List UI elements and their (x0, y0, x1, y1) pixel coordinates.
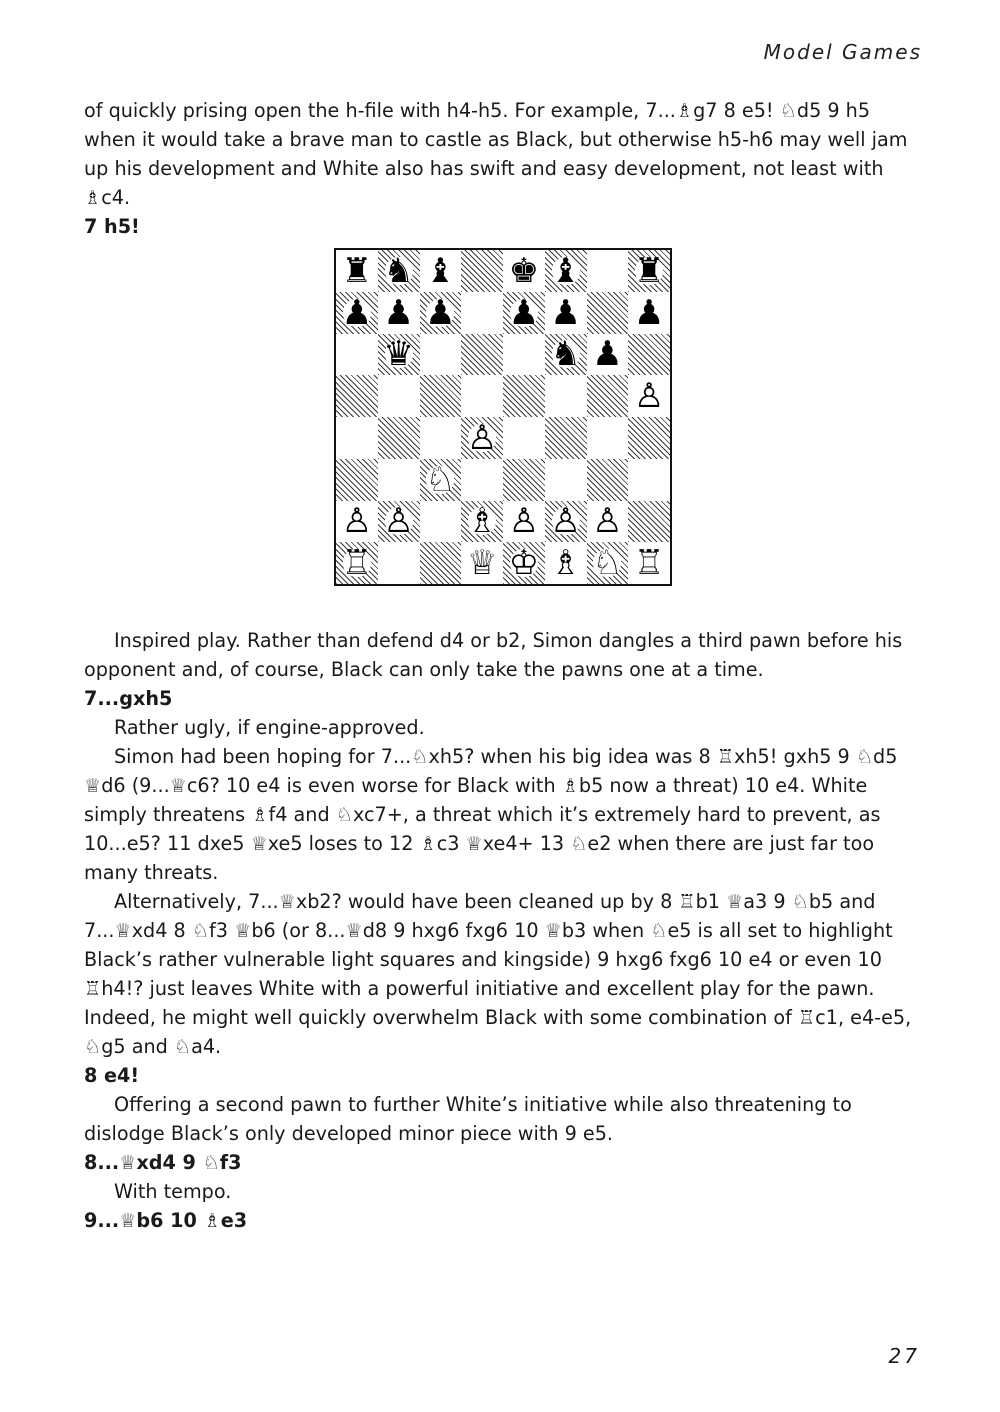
square-c6 (420, 334, 462, 376)
chess-piece: ♖ (631, 545, 667, 581)
chess-piece: ♙ (339, 503, 375, 539)
chess-piece: ♟ (339, 295, 375, 331)
square-a6 (336, 334, 378, 376)
square-c2 (420, 501, 462, 543)
chess-piece: ♘ (422, 462, 458, 498)
square-a5 (336, 375, 378, 417)
chess-piece: ♙ (631, 378, 667, 414)
square-h6 (628, 334, 670, 376)
chess-piece: ♛ (381, 336, 417, 372)
chess-piece: ♙ (506, 503, 542, 539)
square-d4 (461, 417, 503, 459)
square-c3 (420, 459, 462, 501)
square-g3 (587, 459, 629, 501)
square-g5 (587, 375, 629, 417)
square-e3 (503, 459, 545, 501)
square-c7 (420, 292, 462, 334)
square-a1 (336, 542, 378, 584)
page-number: 27 (888, 1344, 920, 1368)
chess-piece: ♝ (548, 253, 584, 289)
square-f6 (545, 334, 587, 376)
square-h3 (628, 459, 670, 501)
square-a3 (336, 459, 378, 501)
square-b5 (378, 375, 420, 417)
square-b2 (378, 501, 420, 543)
square-a8 (336, 250, 378, 292)
square-b1 (378, 542, 420, 584)
square-g7 (587, 292, 629, 334)
paragraph: of quickly prising open the h-file with h4-h5. For example, 7...♗g7 8 e5! ♘d5 9 h5 when it would take a brave man to castle as Black, but otherwise h5-h6 may well jam up his development and White also has swift and easy development, not least with ♗c4. (84, 99, 908, 209)
square-f5 (545, 375, 587, 417)
square-h5 (628, 375, 670, 417)
square-d7 (461, 292, 503, 334)
square-e1 (503, 542, 545, 584)
chess-piece: ♙ (381, 503, 417, 539)
square-a2 (336, 501, 378, 543)
square-e5 (503, 375, 545, 417)
chess-piece: ♙ (589, 503, 625, 539)
chess-piece: ♙ (464, 420, 500, 456)
chess-piece: ♘ (589, 545, 625, 581)
square-f1 (545, 542, 587, 584)
chess-piece: ♕ (464, 545, 500, 581)
square-e8 (503, 250, 545, 292)
square-h1 (628, 542, 670, 584)
chess-diagram (334, 248, 672, 586)
chess-piece: ♞ (381, 253, 417, 289)
square-d6 (461, 334, 503, 376)
chess-piece: ♜ (631, 253, 667, 289)
square-a4 (336, 417, 378, 459)
square-f2 (545, 501, 587, 543)
move-heading: 8 e4! (84, 1064, 140, 1087)
square-d3 (461, 459, 503, 501)
square-b6 (378, 334, 420, 376)
chess-piece: ♖ (339, 545, 375, 581)
square-f8 (545, 250, 587, 292)
chess-piece: ♟ (589, 336, 625, 372)
move-heading: 8...♕xd4 9 ♘f3 (84, 1151, 242, 1174)
square-b4 (378, 417, 420, 459)
chess-piece: ♜ (339, 253, 375, 289)
square-f7 (545, 292, 587, 334)
paragraph: With tempo. (114, 1180, 232, 1203)
square-h8 (628, 250, 670, 292)
chess-board (336, 250, 670, 584)
square-e2 (503, 501, 545, 543)
chess-piece: ♞ (548, 336, 584, 372)
square-d1 (461, 542, 503, 584)
chess-piece: ♚ (506, 253, 542, 289)
paragraph: Inspired play. Rather than defend d4 or b2, Simon dangles a third pawn before his opponent and, of course, Black can only take the pawns one at a time. (84, 629, 903, 681)
square-g8 (587, 250, 629, 292)
square-b3 (378, 459, 420, 501)
running-header: Model Games (763, 40, 922, 64)
text-block-bottom (84, 626, 924, 1235)
move-heading: 7...gxh5 (84, 687, 173, 710)
square-a7 (336, 292, 378, 334)
chess-piece: ♙ (548, 503, 584, 539)
square-c8 (420, 250, 462, 292)
chess-piece: ♗ (464, 503, 500, 539)
chess-piece: ♟ (381, 295, 417, 331)
square-g1 (587, 542, 629, 584)
square-d2 (461, 501, 503, 543)
square-c4 (420, 417, 462, 459)
square-c5 (420, 375, 462, 417)
square-e7 (503, 292, 545, 334)
chess-piece: ♟ (548, 295, 584, 331)
paragraph: Rather ugly, if engine-approved. (114, 716, 425, 739)
square-d8 (461, 250, 503, 292)
chess-piece: ♗ (548, 545, 584, 581)
square-h7 (628, 292, 670, 334)
chess-piece: ♟ (631, 295, 667, 331)
square-f4 (545, 417, 587, 459)
paragraph: Offering a second pawn to further White’s initiative while also threatening to dislodge Black’s only developed minor piece with 9 e5. (84, 1093, 852, 1145)
text-block-top (84, 96, 924, 241)
square-h2 (628, 501, 670, 543)
square-g4 (587, 417, 629, 459)
chess-piece: ♔ (506, 545, 542, 581)
square-b7 (378, 292, 420, 334)
square-e4 (503, 417, 545, 459)
square-c1 (420, 542, 462, 584)
square-f3 (545, 459, 587, 501)
move-heading: 7 h5! (84, 215, 140, 238)
chess-piece: ♟ (422, 295, 458, 331)
square-g2 (587, 501, 629, 543)
paragraph: Alternatively, 7...♕xb2? would have been cleaned up by 8 ♖b1 ♕a3 9 ♘b5 and 7...♕xd4 8 ♘f3 ♕b6 (or 8...♕d8 9 hxg6 fxg6 10 ♕b3 when ♘e5 is all set to highlight Black’s rather vulnerable light squares and kingside) 9 hxg6 fxg6 10 e4 or even 10 ♖h4!? just leaves White with a powerful initiative and excellent play for the pawn. Indeed, he might well quickly overwhelm Black with some combination of ♖c1, e4-e5, ♘g5 and ♘a4. (84, 890, 912, 1058)
square-e6 (503, 334, 545, 376)
square-g6 (587, 334, 629, 376)
chess-piece: ♟ (506, 295, 542, 331)
square-d5 (461, 375, 503, 417)
move-heading: 9...♕b6 10 ♗e3 (84, 1209, 248, 1232)
square-b8 (378, 250, 420, 292)
square-h4 (628, 417, 670, 459)
paragraph: Simon had been hoping for 7...♘xh5? when his big idea was 8 ♖xh5! gxh5 9 ♘d5 ♕d6 (9...♕c6? 10 e4 is even worse for Black with ♗b5 now a threat) 10 e4. White simply threatens ♗f4 and ♘xc7+, a threat which it’s extremely hard to prevent, as 10...e5? 11 dxe5 ♕xe5 loses to 12 ♗c3 ♕xe4+ 13 ♘e2 when there are just far too many threats. (84, 745, 898, 884)
chess-piece: ♝ (422, 253, 458, 289)
